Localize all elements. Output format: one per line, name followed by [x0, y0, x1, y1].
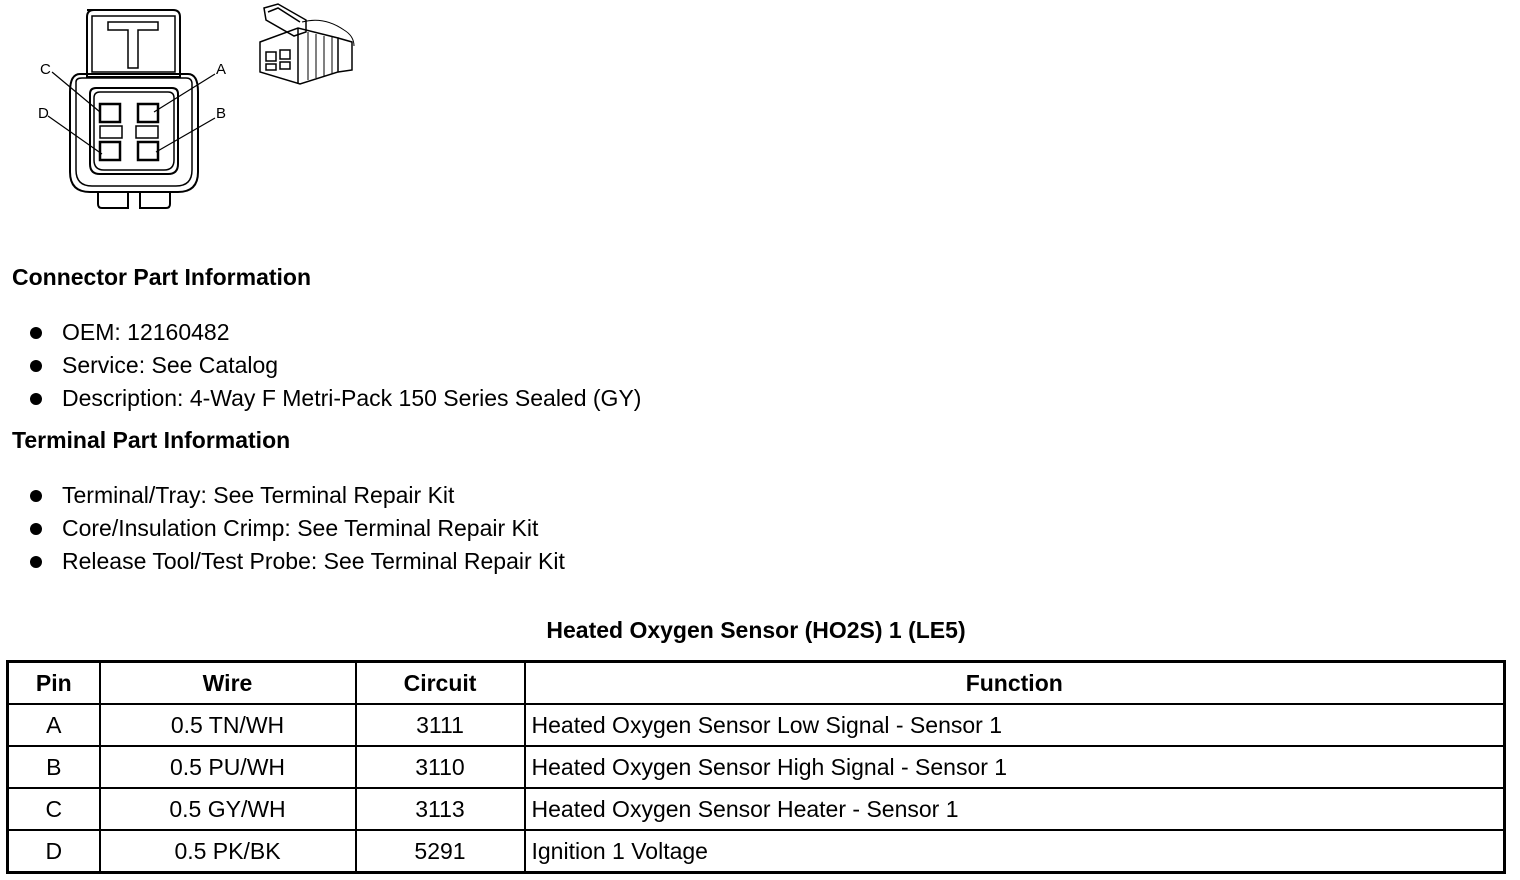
- cell-pin: C: [8, 788, 100, 830]
- bullet-icon: [30, 393, 42, 405]
- connector-perspective-sketch: [254, 2, 358, 86]
- cell-wire: 0.5 PU/WH: [100, 746, 356, 788]
- terminal-info-list: [28, 479, 565, 578]
- table-row: [8, 704, 1505, 746]
- cell-circuit: 3111: [356, 704, 525, 746]
- cell-function: Heated Oxygen Sensor Low Signal - Sensor 1: [525, 704, 1505, 746]
- terminal-info-heading: Terminal Part Information: [12, 427, 291, 453]
- column-header-wire: Wire: [100, 662, 356, 705]
- list-item: Release Tool/Test Probe: See Terminal Repair Kit: [28, 545, 565, 578]
- connector-info-list: [28, 316, 641, 415]
- bullet-icon: [30, 360, 42, 372]
- table-row: [8, 830, 1505, 873]
- cell-pin: D: [8, 830, 100, 873]
- cell-wire: 0.5 TN/WH: [100, 704, 356, 746]
- cell-function: Heated Oxygen Sensor Heater - Sensor 1: [525, 788, 1505, 830]
- cell-function: Heated Oxygen Sensor High Signal - Sensor 1: [525, 746, 1505, 788]
- pinout-table-title: Heated Oxygen Sensor (HO2S) 1 (LE5): [546, 617, 966, 643]
- list-item: Core/Insulation Crimp: See Terminal Repair Kit: [28, 512, 565, 545]
- table-row: [8, 788, 1505, 830]
- connector-info-heading: Connector Part Information: [12, 264, 312, 290]
- bullet-icon: [30, 490, 42, 502]
- bullet-icon: [30, 556, 42, 568]
- cell-pin: B: [8, 746, 100, 788]
- cell-pin: A: [8, 704, 100, 746]
- bullet-icon: [30, 327, 42, 339]
- list-item: Terminal/Tray: See Terminal Repair Kit: [28, 479, 565, 512]
- bullet-icon: [30, 523, 42, 535]
- table-row: [8, 746, 1505, 788]
- table-header-row: [8, 662, 1505, 705]
- cell-function: Ignition 1 Voltage: [525, 830, 1505, 873]
- cell-wire: 0.5 PK/BK: [100, 830, 356, 873]
- column-header-circuit: Circuit: [356, 662, 525, 705]
- cell-circuit: 3110: [356, 746, 525, 788]
- column-header-function: Function: [525, 662, 1505, 705]
- cell-circuit: 3113: [356, 788, 525, 830]
- list-item: Service: See Catalog: [28, 349, 641, 382]
- pin-label-c: C: [40, 61, 51, 78]
- cell-wire: 0.5 GY/WH: [100, 788, 356, 830]
- pinout-table: [6, 660, 1506, 874]
- list-item: OEM: 12160482: [28, 316, 641, 349]
- column-header-pin: Pin: [8, 662, 100, 705]
- list-item: Description: 4-Way F Metri-Pack 150 Series Sealed (GY): [28, 382, 641, 415]
- cell-circuit: 5291: [356, 830, 525, 873]
- pin-label-b: B: [216, 105, 227, 122]
- pin-label-a: A: [216, 61, 227, 78]
- pin-label-d: D: [38, 105, 49, 122]
- connector-face-diagram: [30, 2, 250, 214]
